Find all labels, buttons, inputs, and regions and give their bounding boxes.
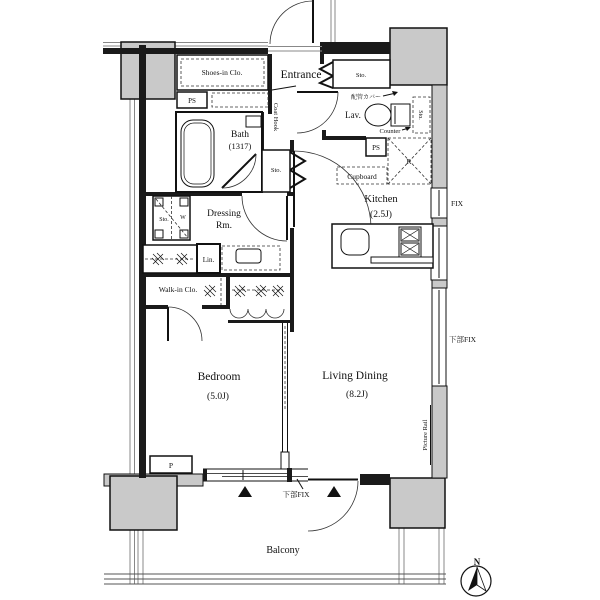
living-size-label: (8.2J) <box>346 390 368 400</box>
lower-fix-bottom-label: 下部FIX <box>282 490 310 499</box>
bedroom-size-label: (5.0J) <box>207 392 229 402</box>
bath-label: Bath <box>231 130 249 140</box>
bath-shelf <box>246 116 261 127</box>
vanity-sink <box>236 249 261 263</box>
bath-size-label: (1317) <box>228 141 252 151</box>
kitchen-label: Kitchen <box>364 194 398 205</box>
living-label: Living Dining <box>322 370 388 382</box>
closet-front-wall <box>228 320 292 323</box>
washer-label: W <box>180 215 186 221</box>
toilet-tank <box>391 104 410 126</box>
entrance-label: Entrance <box>280 69 322 81</box>
pipe-cover-label: 配管カバー <box>350 95 382 101</box>
ps-top-label: PS <box>188 97 196 105</box>
balcony <box>266 545 299 556</box>
right-wall <box>431 85 447 478</box>
lav-label: Lav. <box>345 110 361 120</box>
hall-sto-label: Sto. <box>270 167 282 174</box>
bath-room <box>176 112 262 192</box>
kitchen-size-label: (2.5J) <box>370 210 392 220</box>
linen-label: Lin. <box>202 256 215 264</box>
entrance-right-wall <box>320 42 324 64</box>
bottom-wall-right <box>360 474 390 485</box>
cupboard-label: Cupboard <box>347 172 377 181</box>
balcony-label: Balcony <box>266 545 300 556</box>
top-wall-left <box>103 48 268 54</box>
pipe-box <box>150 456 192 473</box>
sto-unit-label: Sto. <box>159 217 169 223</box>
dressing-label-1: Dressing <box>207 209 241 219</box>
fix-label: FIX <box>451 199 464 208</box>
lav-bottom-wall <box>322 136 366 140</box>
coat-hook-label: Coat Hook <box>272 102 279 132</box>
p-box-label: P <box>168 461 174 470</box>
entrance-sto-label: Sto. <box>355 72 367 79</box>
shoes-closet-label: Shoes-in Clo. <box>201 68 243 77</box>
bedroom-label: Bedroom <box>197 371 241 383</box>
kitchen-sink <box>341 229 369 255</box>
top-wall-right <box>322 42 390 54</box>
counter-label: Counter <box>379 128 401 135</box>
counter-lip <box>371 257 433 263</box>
toilet-bowl <box>365 104 391 126</box>
fridge-label: R <box>406 157 412 166</box>
lower-fix-right-label: 下部FIX <box>449 335 477 344</box>
kitchen-wall-lower <box>290 228 294 332</box>
partition-post <box>281 452 289 469</box>
walkin-label: Walk-in Clo. <box>158 285 198 294</box>
dressing-label-2: Rm. <box>215 221 233 231</box>
column-bottom-right <box>390 478 445 528</box>
lav-sto-label: Sto. <box>417 110 423 120</box>
ps-lav-label: PS <box>372 144 380 152</box>
compass-north-label: N <box>473 557 481 567</box>
picture-rail-label: Picture Rail <box>422 419 429 451</box>
column-top-right <box>390 28 447 85</box>
column-bottom-left <box>110 476 177 530</box>
